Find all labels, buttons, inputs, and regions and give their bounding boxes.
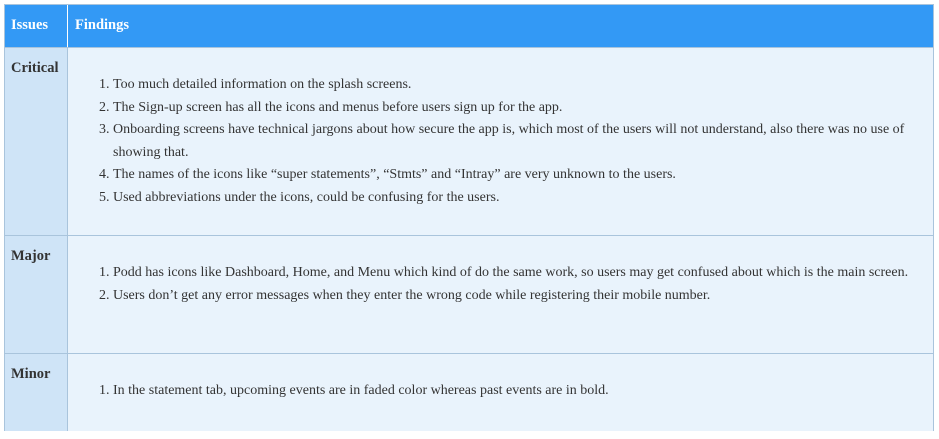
table-header <box>5 5 933 47</box>
findings-list <box>68 262 925 307</box>
table-row-major <box>5 235 933 353</box>
finding-item: 2. The Sign-up screen has all the icons and menus before users sign up for the app. <box>113 97 925 120</box>
findings-list <box>68 74 925 209</box>
table-row-critical <box>5 47 933 235</box>
issue-label: Critical <box>5 48 68 235</box>
findings-list <box>68 380 925 403</box>
table-row-minor <box>5 353 933 431</box>
findings-cell <box>68 48 933 235</box>
finding-item: 2. Users don’t get any error messages when they enter the wrong code while registering their mobile number. <box>113 285 925 308</box>
findings-table <box>4 4 934 431</box>
findings-cell <box>68 236 933 353</box>
issue-label: Minor <box>5 354 68 431</box>
issue-label: Major <box>5 236 68 353</box>
finding-item: 3. Onboarding screens have technical jargons about how secure the app is, which most of the users will not understand, also there was no use of showing that. <box>113 119 925 164</box>
header-issues: Issues <box>5 5 68 47</box>
finding-item: 5. Used abbreviations under the icons, could be confusing for the users. <box>113 187 925 210</box>
finding-item: 4. The names of the icons like “super statements”, “Stmts” and “Intray” are very unknown to the users. <box>113 164 925 187</box>
finding-item: 1. Podd has icons like Dashboard, Home, and Menu which kind of do the same work, so users may get confused about which is the main screen. <box>113 262 925 285</box>
finding-item: 1. In the statement tab, upcoming events are in faded color whereas past events are in bold. <box>113 380 925 403</box>
finding-item: 1. Too much detailed information on the splash screens. <box>113 74 925 97</box>
header-findings: Findings <box>75 17 129 33</box>
findings-cell <box>68 354 933 431</box>
